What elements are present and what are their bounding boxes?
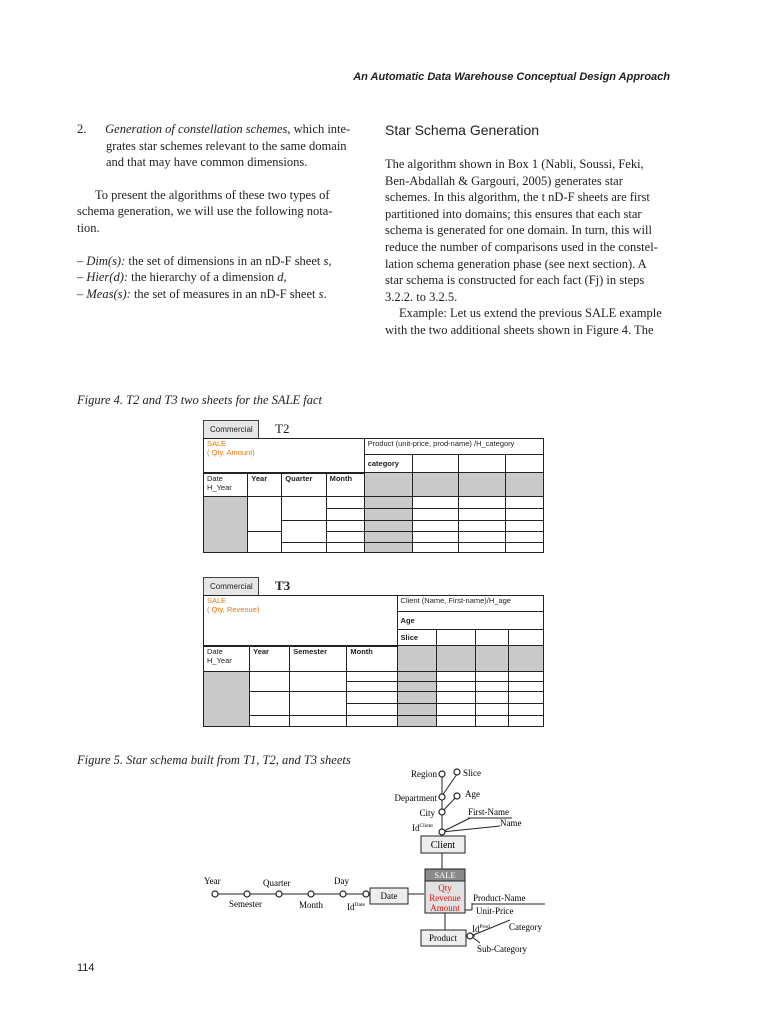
node-city (439, 809, 445, 815)
item-number: 2. (77, 122, 87, 136)
node-year (212, 891, 218, 897)
t3-tag: Commercial (203, 577, 259, 596)
label-city: City (419, 808, 435, 818)
right-line: Ben-Abdallah & Gargouri, 2005) generates star (385, 173, 623, 188)
t3-fact-cell: SALE ( Qty, Revenue) (204, 596, 398, 646)
def-hier: – Hier(d): the hierarchy of a dimension d, (77, 270, 287, 285)
left-column (77, 121, 365, 302)
label-semester: Semester (229, 899, 262, 909)
right-line: 3.2.2. to 3.2.5. (385, 289, 458, 304)
label-slice: Slice (463, 768, 481, 778)
label-category: Category (509, 922, 542, 932)
node-slice (454, 769, 460, 775)
right-line: star schema is constructed for each fact (Fj) in steps (385, 273, 645, 288)
def-meas: – Meas(s): the set of measures in an nD-F sheet s. (77, 286, 327, 301)
t2-dim-level: category (364, 455, 412, 473)
t2-sheet (203, 438, 544, 553)
node-day (340, 891, 346, 897)
t2-tag: Commercial (203, 420, 259, 439)
right-line: reduce the number of comparisons used in the constel- (385, 239, 658, 254)
t3-dim-header: Client (Name, First-name)/H_age (397, 596, 543, 612)
t3-col-year: Year (250, 646, 290, 672)
t2-dim-header: Product (unit-price, prod-name) /H_category (364, 439, 543, 455)
label-department: Department (394, 793, 437, 803)
label-id-client: $Id^{Client}$ (412, 823, 433, 833)
t2-row-dim: Date H_Year (204, 473, 248, 497)
right-line: schemes. In this algorithm, the t nD-F sheets are first (385, 190, 650, 205)
right-line: with the two additional sheets shown in Figure 4. The (385, 322, 654, 337)
t2-col-quarter: Quarter (282, 473, 326, 497)
t2-label: T2 (275, 421, 290, 436)
label-region: Region (411, 769, 437, 779)
label-sub-category: Sub-Category (477, 944, 527, 954)
label-id-prod: $Id^{Prod}$ (472, 924, 490, 934)
t3-label: T3 (275, 578, 291, 593)
node-semester (244, 891, 250, 897)
t3-row-dim: Date H_Year (204, 646, 250, 672)
node-department (439, 794, 445, 800)
def-dim: – Dim(s): the set of dimensions in an nD-F sheet s, (77, 253, 332, 268)
t2-col-month: Month (326, 473, 364, 497)
star-schema-diagram (0, 760, 768, 960)
node-id-client (439, 829, 445, 835)
label-age: Age (465, 789, 480, 799)
label-first-name: First-Name (468, 807, 509, 817)
t2-fact-cell: SALE ( Qty, Amount) (204, 439, 365, 473)
label-year: Year (204, 876, 221, 886)
item-line-2: grates star schemes relevant to the same domain (106, 138, 347, 153)
t3-dim-level-age: Age (397, 612, 543, 630)
t3-col-month: Month (347, 646, 397, 672)
right-line: The algorithm shown in Box 1 (Nabli, Soussi, Feki, (385, 157, 644, 171)
section-heading: Star Schema Generation (385, 122, 540, 138)
label-unit-price: Unit-Price (476, 906, 514, 916)
t2-col-year: Year (248, 473, 282, 497)
t3-col-semester: Semester (290, 646, 347, 672)
right-line: lation schema generation phase (see next section). A (385, 256, 647, 271)
item-title: Generation of constellation schemes, (105, 122, 291, 136)
node-age (454, 793, 460, 799)
fact-measure: Amount (430, 903, 460, 913)
fact-measure: Qty (438, 883, 452, 893)
item-rest: which inte- (290, 122, 351, 136)
label-month: Month (299, 900, 324, 910)
fact-name: SALE (434, 870, 456, 880)
node-month (308, 891, 314, 897)
label-day: Day (334, 876, 349, 886)
para-line-3: tion. (77, 220, 100, 235)
right-line: partitioned into domains; this ensures that each star (385, 206, 642, 221)
date-box-label: Date (380, 891, 398, 901)
fact-measure: Revenue (429, 893, 461, 903)
label-name: Name (500, 818, 522, 828)
t3-dim-level-slice: Slice (397, 630, 436, 646)
label-id-date: $Id^{Date}$ (347, 902, 365, 912)
right-line: Example: Let us extend the previous SALE example (399, 306, 662, 321)
label-product-name: Product-Name (473, 893, 526, 903)
product-box-label: Product (429, 933, 457, 943)
label-quarter: Quarter (263, 878, 291, 888)
right-line: schema is generated for one domain. In turn, this will (385, 223, 652, 238)
para-line-2: schema generation, we will use the following nota- (77, 204, 333, 219)
para-line-1: To present the algorithms of these two types of (95, 187, 330, 202)
figure-4-caption: Figure 4. T2 and T3 two sheets for the SALE fact (77, 393, 323, 407)
client-box-label: Client (430, 840, 456, 851)
node-region (439, 771, 445, 777)
node-id-date (363, 891, 369, 897)
right-column (385, 156, 671, 339)
t3-sheet (203, 595, 544, 727)
item-line-3: and that may have common dimensions. (106, 155, 308, 170)
node-quarter (276, 891, 282, 897)
page-number: 114 (77, 962, 95, 974)
figure-5-caption: Figure 5. Star schema built from T1, T2, and T3 sheets (77, 753, 351, 767)
running-header: An Automatic Data Warehouse Conceptual Design Approach (353, 71, 670, 83)
